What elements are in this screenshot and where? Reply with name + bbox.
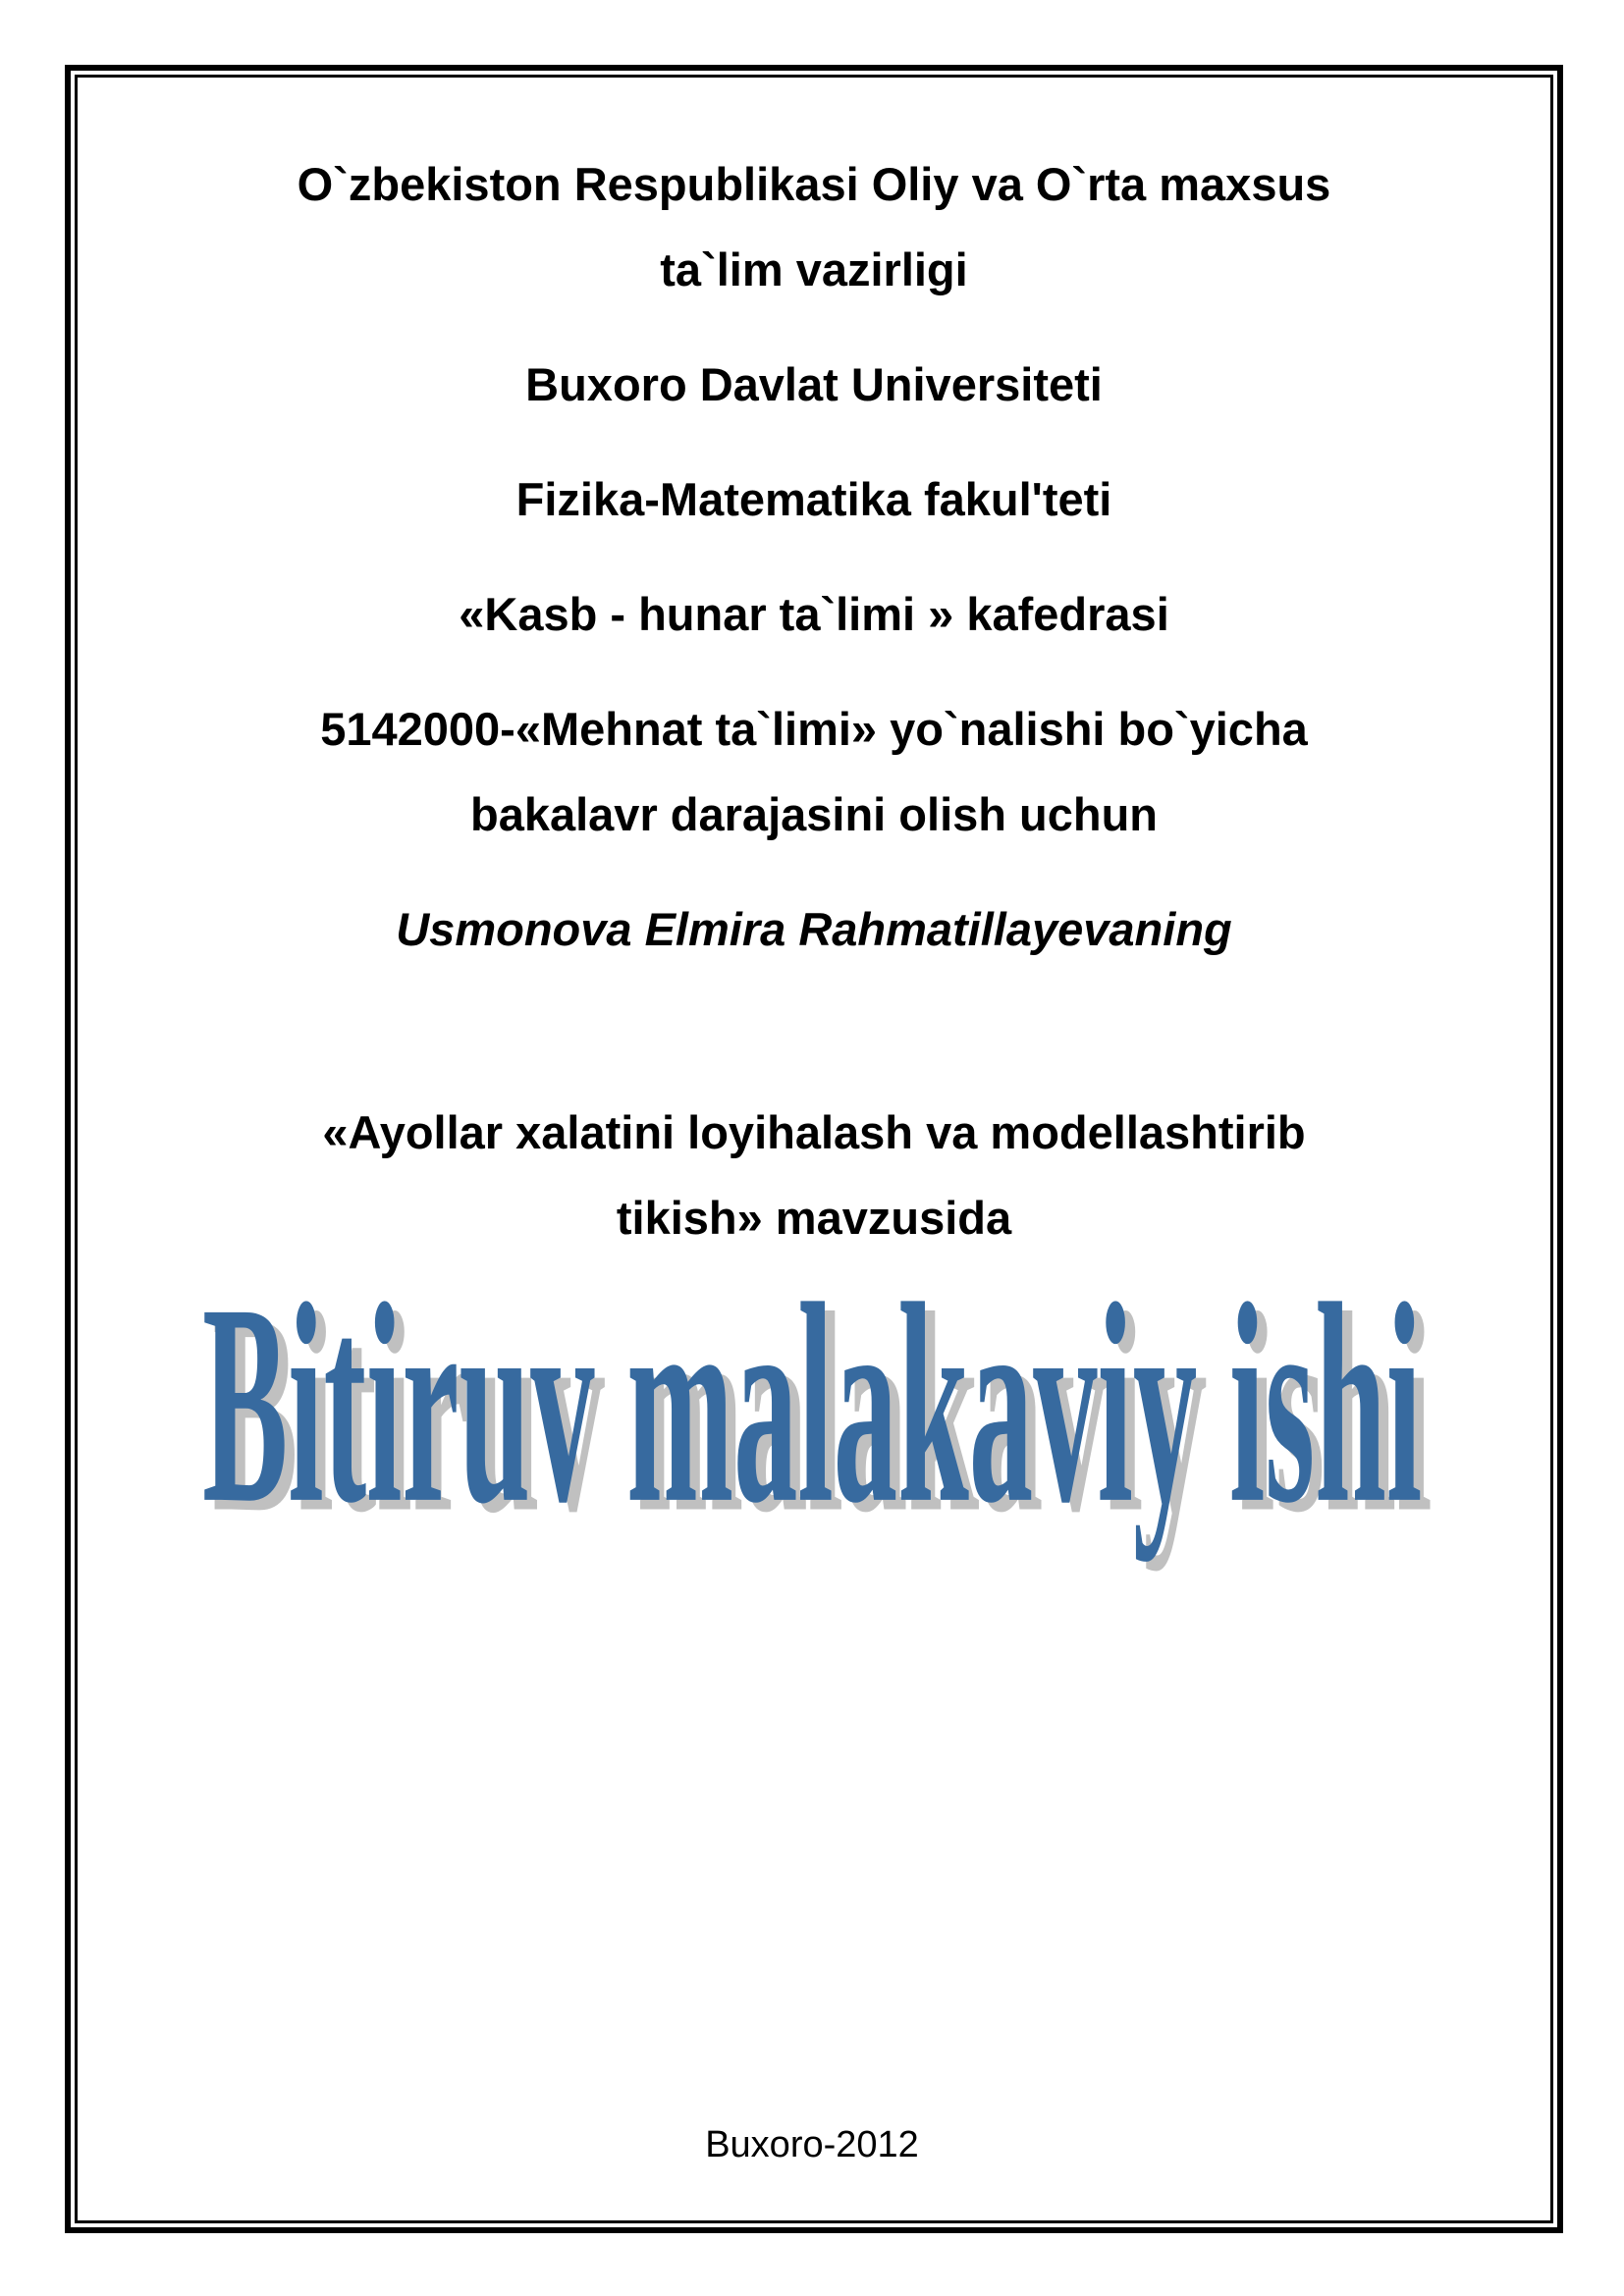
topic-heading-line1: «Ayollar xalatini loyihalash va modellashtirib [322,1106,1306,1158]
author-name-text: Usmonova Elmira Rahmatillayevaning [396,903,1232,955]
wordart-title: Bitiruv malakaviy ishi [201,1245,1423,1563]
program-heading [78,686,1550,857]
author-name [78,886,1550,972]
ministry-heading-line1: O`zbekiston Respublikasi Oliy va O`rta maxsus [297,158,1331,210]
program-heading-line1: 5142000-«Mehnat ta`limi» yo`nalishi bo`yicha [320,703,1308,755]
university-heading-text: Buxoro Davlat Universiteti [525,358,1103,410]
title-page-content [78,77,1550,2220]
department-heading-text: «Kasb - hunar ta`limi » kafedrasi [459,588,1169,640]
faculty-heading-text: Fizika-Matematika fakul'teti [515,473,1112,525]
faculty-heading [78,456,1550,542]
program-heading-line2: bakalavr darajasini olish uchun [469,788,1159,840]
ministry-heading [78,141,1550,312]
topic-heading-line2: tikish» mavzusida [616,1192,1012,1244]
wordart-title-wrap [0,1245,1624,1563]
university-heading [78,342,1550,427]
department-heading [78,571,1550,657]
footer-year: Buxoro-2012 [705,2124,919,2165]
topic-heading [78,1090,1550,1260]
ministry-heading-line2: ta`lim vazirligi [660,243,968,295]
